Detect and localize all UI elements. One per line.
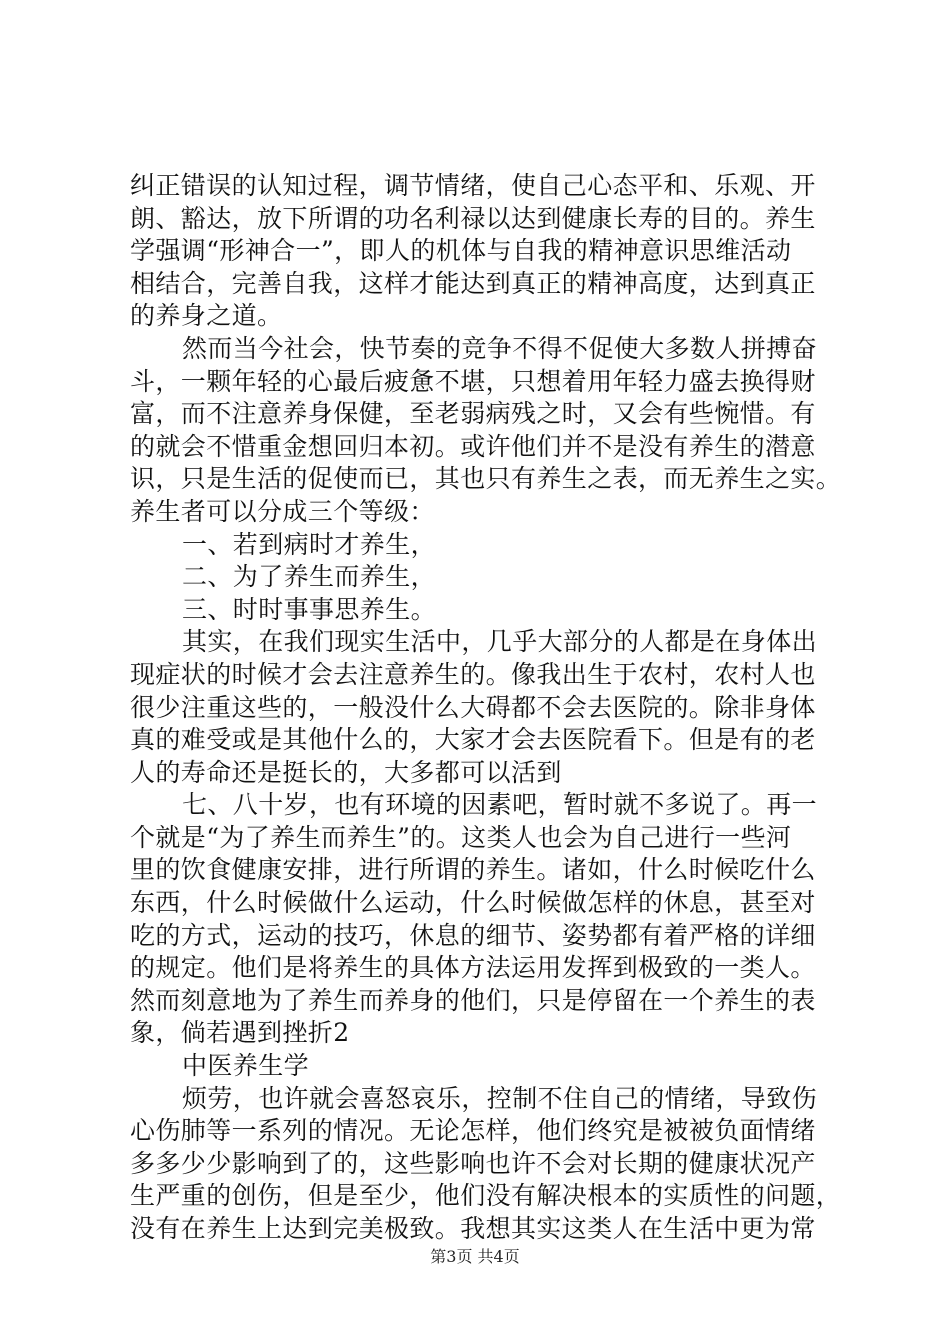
text-line: 的就会不惜重金想回归本初。或许他们并不是没有养生的潜意 [130, 431, 816, 461]
text-line: 个就是“为了养生而养生”的。这类人也会为自己进行一些河 [130, 822, 792, 852]
text-line: 三、时时事事思养生。 [182, 594, 437, 624]
text-line: 一、若到病时才养生， [182, 529, 437, 559]
text-line: 生严重的创伤，但是至少，他们没有解决根本的实质性的问题， [130, 1181, 842, 1211]
text-line: 烦劳，也许就会喜怒哀乐，控制不住自己的情绪，导致伤 [182, 1083, 818, 1113]
text-line: 养生者可以分成三个等级： [130, 496, 435, 526]
text-line: 多多少少影响到了的，这些影响也许不会对长期的健康状况产 [130, 1148, 816, 1178]
text-line: 的规定。他们是将养生的具体方法运用发挥到极致的一类人。 [130, 953, 816, 983]
text-line: 识，只是生活的促使而已，其也只有养生之表，而无养生之实。 [130, 464, 842, 494]
text-line: 吃的方式，运动的技巧，休息的细节、姿势都有着严格的详细 [130, 920, 816, 950]
text-line: 二、为了养生而养生， [182, 562, 437, 592]
text-line: 心伤肺等一系列的情况。无论怎样，他们终究是被被负面情绪 [130, 1116, 816, 1146]
text-line: 中医养生学 [182, 1051, 310, 1081]
page-footer: 第3页 共4页 [430, 1247, 520, 1266]
text-line: 然而刻意地为了养生而养身的他们，只是停留在一个养生的表 [130, 985, 816, 1015]
text-line: 相结合，完善自我，这样才能达到真正的精神高度，达到真正 [130, 268, 816, 298]
text-line: 其实，在我们现实生活中，几乎大部分的人都是在身体出 [182, 627, 818, 657]
text-line: 东西，什么时候做什么运动，什么时候做怎样的休息，甚至对 [130, 888, 816, 918]
text-line: 斗，一颗年轻的心最后疲惫不堪，只想着用年轻力盛去换得财 [130, 366, 816, 396]
text-line: 真的难受或是其他什么的，大家才会去医院看下。但是有的老 [130, 725, 816, 755]
text-line: 富，而不注意养身保健，至老弱病残之时，又会有些惋惜。有 [130, 399, 816, 429]
text-line: 的养身之道。 [130, 301, 283, 331]
text-line: 里的饮食健康安排，进行所谓的养生。诸如，什么时候吃什么 [130, 855, 816, 885]
text-line: 现症状的时候才会去注意养生的。像我出生于农村，农村人也 [130, 659, 816, 689]
text-line: 很少注重这些的，一般没什么大碍都不会去医院的。除非身体 [130, 692, 816, 722]
text-line: 象，倘若遇到挫折2 [130, 1018, 350, 1048]
text-line: 朗、豁达，放下所谓的功名利禄以达到健康长寿的目的。养生 [130, 203, 816, 233]
text-line: 七、八十岁，也有环境的因素吧，暂时就不多说了。再一 [182, 790, 818, 820]
text-line: 人的寿命还是挺长的，大多都可以活到 [130, 757, 562, 787]
text-line: 纠正错误的认知过程，调节情绪，使自己心态平和、乐观、开 [130, 171, 816, 200]
text-line: 然而当今社会，快节奏的竞争不得不促使大多数人拼搏奋 [182, 333, 818, 363]
text-line: 没有在养生上达到完美极致。我想其实这类人在生活中更为常 [130, 1214, 816, 1243]
document-body [130, 170, 842, 1246]
text-line: 学强调“形神合一”，即人的机体与自我的精神意识思维活动 [130, 236, 792, 266]
